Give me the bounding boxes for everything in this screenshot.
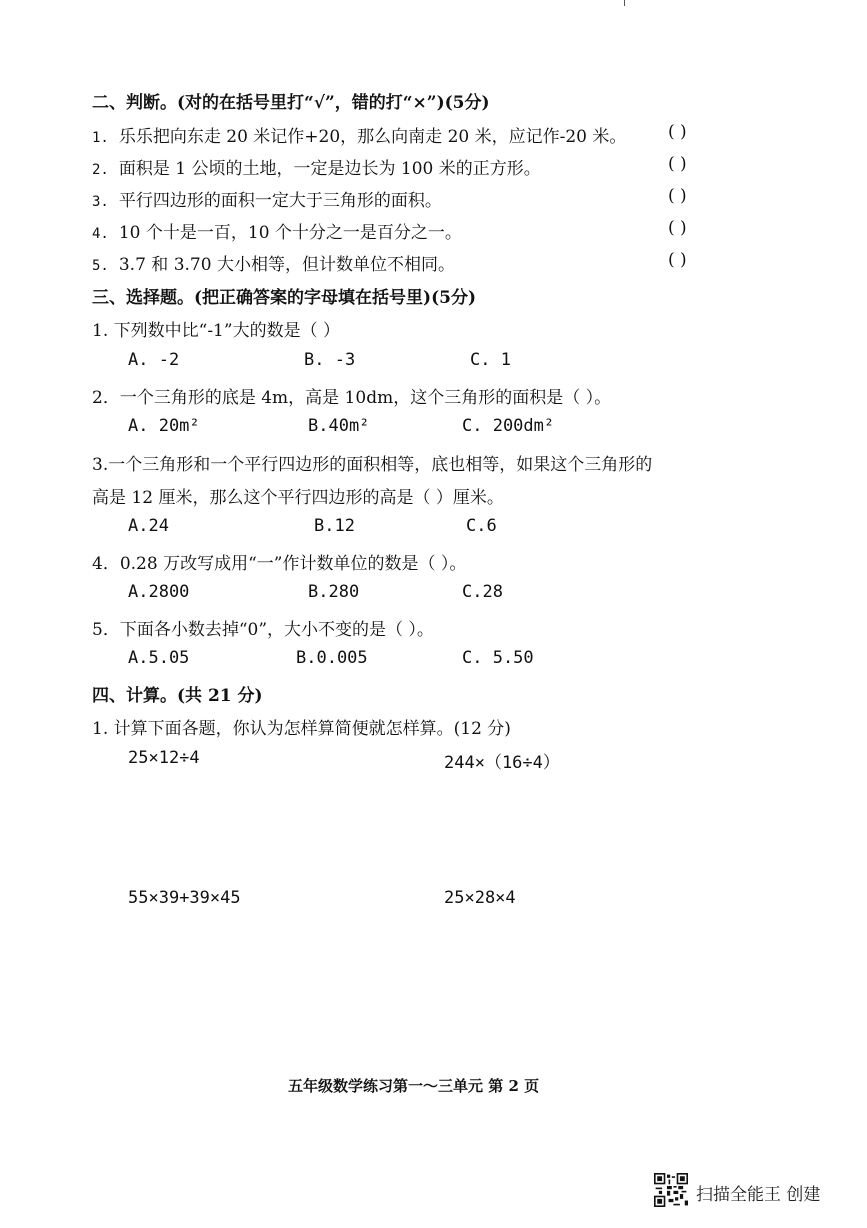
section2-heading: 二、判断。(对的在括号里打“√”，错的打“×”)(5分) xyxy=(92,93,490,113)
judge-item-3 xyxy=(92,186,442,211)
choice-q3-option-c[interactable]: C.6 xyxy=(466,516,497,536)
calc-expression-2: 244×（16÷4） xyxy=(444,753,560,773)
section4-heading: 四、计算。(共 21 分) xyxy=(92,686,263,706)
choice-q2-option-b[interactable]: B.40m² xyxy=(308,416,370,436)
choice-q3-option-a[interactable]: A.24 xyxy=(128,516,169,536)
judge-item-4 xyxy=(92,218,462,243)
judge-item-5-answer[interactable]: ( ) xyxy=(668,250,687,270)
choice-q4-text: 4．0.28 万改写成用“一”作计数单位的数是（ ）。 xyxy=(92,554,467,574)
choice-q3-option-b[interactable]: B.12 xyxy=(314,516,355,536)
qr-code-icon xyxy=(654,1173,688,1207)
choice-q2-option-c[interactable]: C. 200dm² xyxy=(462,416,555,436)
watermark-text: 扫描全能王 创建 xyxy=(696,1185,821,1205)
choice-q1-option-b[interactable]: B. -3 xyxy=(304,350,356,370)
calc-expression-4: 25×28×4 xyxy=(444,888,516,908)
choice-q2-option-a[interactable]: A. 20m² xyxy=(128,416,200,436)
page-footer: 五年级数学练习第一～三单元 第 2 页 xyxy=(288,1077,540,1095)
choice-q4-option-a[interactable]: A.2800 xyxy=(128,582,190,602)
judge-item-4-answer[interactable]: ( ) xyxy=(668,218,687,238)
judge-item-2-number: 2. xyxy=(92,162,109,178)
top-edge-mark xyxy=(624,0,625,6)
judge-item-4-number: 4. xyxy=(92,226,109,242)
judge-item-3-number: 3. xyxy=(92,194,109,210)
judge-item-3-text: 平行四边形的面积一定大于三角形的面积。 xyxy=(118,191,442,211)
choice-q1-option-a[interactable]: A. -2 xyxy=(128,350,180,370)
choice-q5-option-a[interactable]: A.5.05 xyxy=(128,648,190,668)
choice-q5-text: 5．下面各小数去掉“0”，大小不变的是（ ）。 xyxy=(92,620,434,640)
judge-item-2-text: 面积是 1 公顷的土地，一定是边长为 100 米的正方形。 xyxy=(118,159,541,179)
choice-q5-option-b[interactable]: B.0.005 xyxy=(296,648,368,668)
choice-q1-option-c[interactable]: C. 1 xyxy=(470,350,511,370)
judge-item-2-answer[interactable]: ( ) xyxy=(668,154,687,174)
choice-q3-text-line2: 高是 12 厘米，那么这个平行四边形的高是（ ）厘米。 xyxy=(92,488,504,508)
section3-heading: 三、选择题。(把正确答案的字母填在括号里)(5分) xyxy=(92,288,477,308)
choice-q2-text: 2．一个三角形的底是 4m，高是 10dm，这个三角形的面积是（ ）。 xyxy=(92,388,612,408)
choice-q1-text: 1. 下列数中比“-1”大的数是（ ） xyxy=(92,321,340,341)
choice-q3-text-line1: 3.一个三角形和一个平行四边形的面积相等，底也相等，如果这个三角形的 xyxy=(92,455,653,475)
judge-item-3-answer[interactable]: ( ) xyxy=(668,186,687,206)
choice-q4-option-c[interactable]: C.28 xyxy=(462,582,503,602)
choice-q4-option-b[interactable]: B.280 xyxy=(308,582,360,602)
judge-item-1-answer[interactable]: ( ) xyxy=(668,122,687,142)
judge-item-1-text: 乐乐把向东走 20 米记作+20，那么向南走 20 米，应记作-20 米。 xyxy=(118,127,627,147)
judge-item-2 xyxy=(92,154,541,179)
judge-item-1-number: 1. xyxy=(92,130,109,146)
calc-expression-1: 25×12÷4 xyxy=(128,748,200,768)
judge-item-5-text: 3.7 和 3.70 大小相等，但计数单位不相同。 xyxy=(118,255,455,275)
judge-item-1 xyxy=(92,122,626,147)
judge-item-5 xyxy=(92,250,455,275)
choice-q5-option-c[interactable]: C. 5.50 xyxy=(462,648,534,668)
calc-sub1-instruction: 1. 计算下面各题，你认为怎样算简便就怎样算。(12 分) xyxy=(92,719,511,739)
judge-item-4-text: 10 个十是一百，10 个十分之一是百分之一。 xyxy=(118,223,462,243)
calc-expression-3: 55×39+39×45 xyxy=(128,888,241,908)
judge-item-5-number: 5. xyxy=(92,258,109,274)
